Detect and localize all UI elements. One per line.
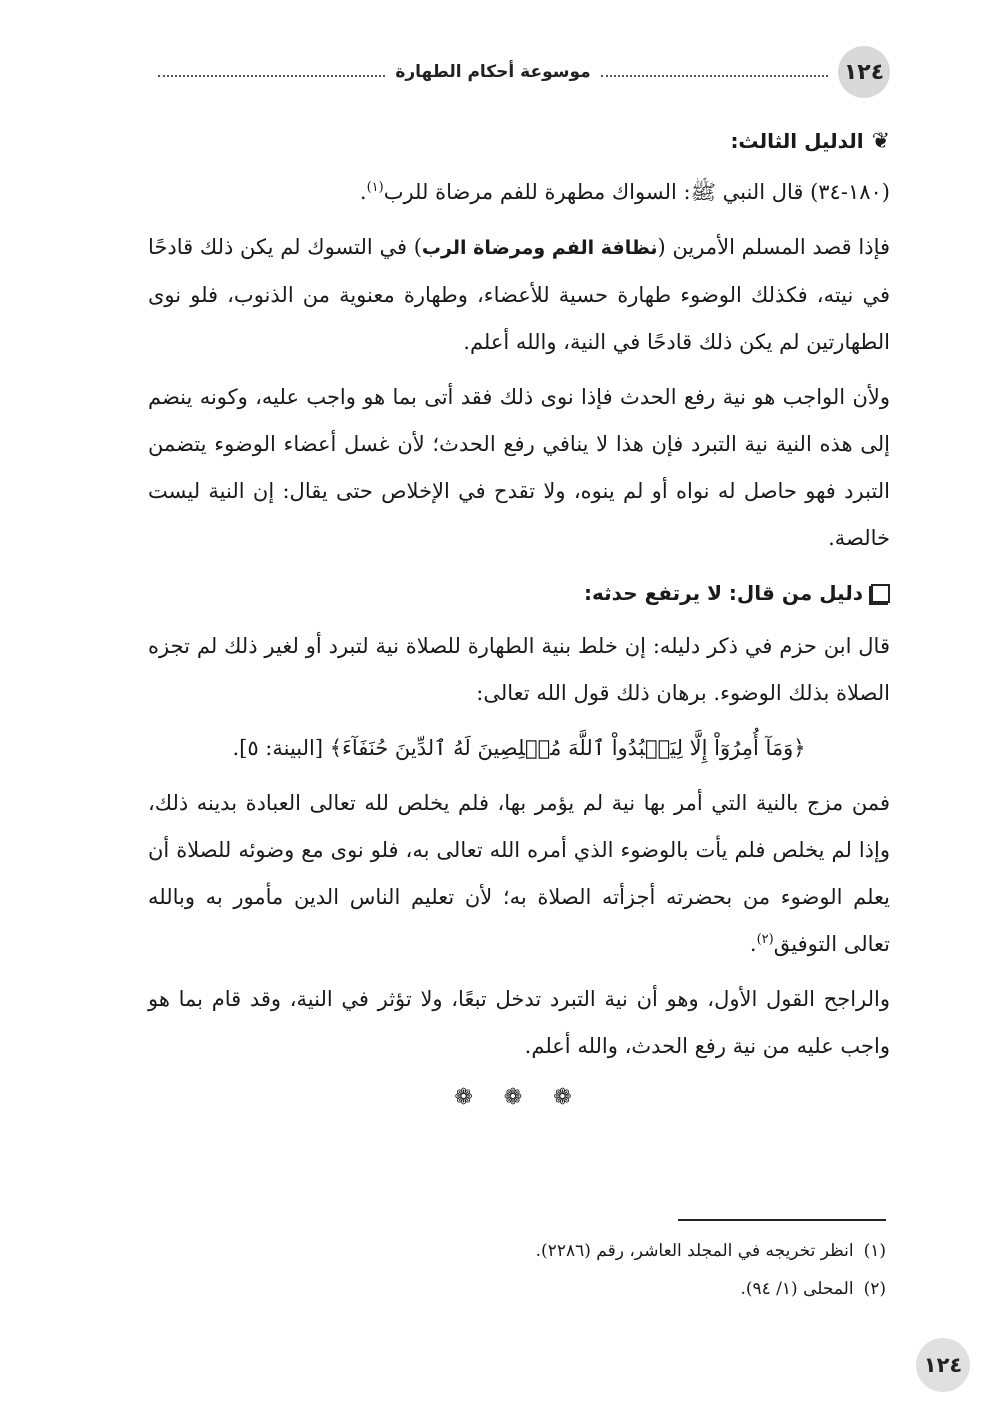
footnote-divider: [678, 1219, 886, 1221]
footnote-item: [144, 1232, 886, 1270]
hadith-text: (١٨٠-٣٤) قال النبي ﷺ: السواك مطهرة للفم مرضاة للرب: [383, 180, 890, 204]
paragraph-cooling-intention: ولأن الواجب هو نية رفع الحدث فإذا نوى ذلك فقد أتى بما هو واجب عليه، وكونه ينضم إلى هذه النية نية التبرد فإن هذا لا ينافي رفع الحدث؛ لأن غسل أعضاء الوضوء يتضمن التبرد فهو حاصل له نواه أو لم ينوه، ولا تقدح في الإخلاص حتى يقال: إن النية ليست خالصة.: [148, 385, 890, 550]
heading-text-2: دليل من قال: لا يرتفع حدثه:: [584, 581, 863, 605]
footnote-text: انظر تخريجه في المجلد العاشر، رقم (٢٢٨٦).: [535, 1241, 854, 1261]
p2-text: فمن مزج بالنية التي أمر بها نية لم يؤمر بها، فلم يخلص لله تعالى العبادة بدينه ذلك، وإذا لم يخلص فلم يأت بالوضوء الذي أمره الله تعالى به، فلو نوى مع وضوئه للصلاة أن يعلم الوضوء من بحضرته أجزأته الصلاة به؛ لأن تعليم الناس الدين مأمور به وبالله تعالى التوفيق: [148, 791, 890, 956]
header-dots-right: [601, 75, 828, 77]
paragraph-ibn-hazm: قال ابن حزم في ذكر دليله: إن خلط بنية الطهارة للصلاة نية لتبرد أو لغير ذلك لم تجزه الصلاة بذلك الوضوء. برهان ذلك قول الله تعالى:: [148, 634, 890, 705]
footnote-number: (٢): [863, 1279, 886, 1299]
hadith-end: .: [359, 180, 367, 204]
p1-end: ) في التسوك لم يكن ذلك قادحًا في نيته، فكذلك الوضوء طهارة حسية للأعضاء، وطهارة معنوية من الذنوب، فلو نوى الطهارتين لم يكن ذلك قادحًا في النية، والله أعلم.: [148, 235, 890, 354]
footnote-item: [144, 1270, 886, 1308]
footnote-number: (١): [863, 1241, 886, 1261]
paragraph-mixing-intention: [148, 780, 890, 968]
p2-end: .: [749, 932, 757, 956]
footnote-text: المحلى (١/ ٩٤).: [740, 1279, 854, 1299]
hadith-paragraph: [148, 169, 890, 216]
section-separator: ❁ ❁ ❁: [454, 1085, 584, 1110]
footnotes: [144, 1232, 886, 1308]
section-heading-third-evidence: [148, 118, 890, 165]
paragraph-intention-siwak: [148, 224, 890, 366]
heading-text: الدليل الثالث:: [730, 129, 864, 153]
footer-page-number: ١٢٤: [916, 1338, 970, 1392]
page-header: [148, 46, 890, 98]
footnote-ref-2: (٢): [756, 932, 774, 947]
quran-verse: ﴿وَمَآ أُمِرُوٓاْ إِلَّا لِيَعۡبُدُواْ ٱللَّهَ مُخۡلِصِينَ لَهُ ٱلدِّينَ حُنَفَآءَ﴾ [البينة: ٥].: [232, 736, 806, 760]
paragraph-preferred-opinion: والراجح القول الأول، وهو أن نية التبرد تدخل تبعًا، ولا تؤثر في النية، وقد قام بما هو واجب عليه من نية رفع الحدث، والله أعلم.: [148, 987, 890, 1058]
flower-ornament-icon: ❦: [871, 129, 890, 154]
footnote-ref-1: (١): [366, 180, 384, 195]
p1-bold-phrase: نظافة الفم ومرضاة الرب: [421, 237, 658, 259]
p1-start: فإذا قصد المسلم الأمرين (: [657, 235, 891, 259]
header-title: موسوعة أحكام الطهارة: [395, 62, 591, 82]
header-dots-left: [158, 75, 385, 77]
checkbox-ornament-icon: [871, 584, 890, 603]
header-page-number: ١٢٤: [838, 46, 890, 98]
section-heading-not-lifted: [148, 570, 890, 617]
page-content: [148, 118, 890, 1118]
